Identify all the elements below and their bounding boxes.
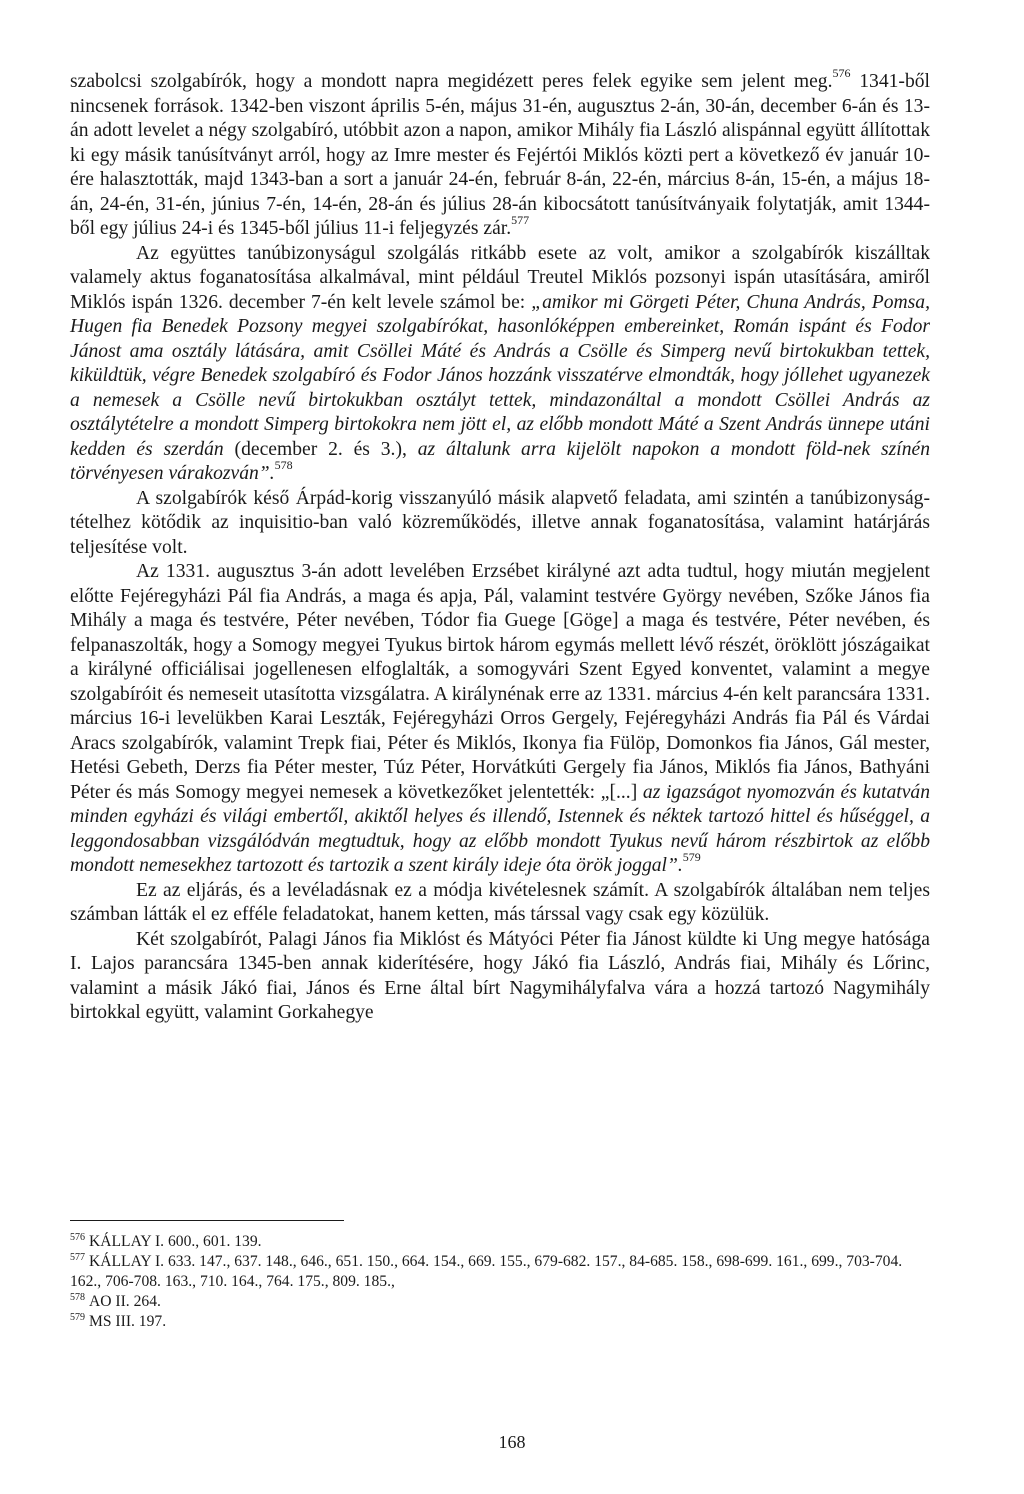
footnote-ref: 576 <box>832 66 851 81</box>
footnote-ref: 577 <box>511 213 530 228</box>
body-text <box>70 66 930 1026</box>
paragraph-text: Az együttes tanúbizonyságul szolgálás ritkább esete az volt, amikor a szolgabírók kiszálltak valamely aktus foganatosítása alkalmával, mint például Treutel Miklós pozsonyi ispán utasítására, amiről Miklós ispán 1326. december 7-én kelt levele számol be: <box>70 242 930 313</box>
footnotes <box>70 1232 930 1332</box>
paragraph-6: Két szolgabírót, Palagi János fia Miklóst és Mátyóci Péter fia Jánost küldte ki Ung megye hatósága I. Lajos parancsára 1345-ben annak kiderítésére, hogy Jákó fia László, András fiai, Mihály és Lőrinc, valamint a másik Jákó fiai, János és Erne által bírt Nagymihályfalva vára a hozzá tartozó Nagymihály birtokkal együtt, valamint Gorkahegye <box>70 928 930 1023</box>
paragraph-text: (december 2. és 3.), <box>223 438 418 460</box>
footnote-number: 579 <box>70 1311 85 1323</box>
footnote <box>70 1232 930 1252</box>
paragraph-5: Ez az eljárás, és a levéladásnak ez a módja kivételesnek számít. A szolgabírók általában nem teljes számban látták el ez efféle feladatokat, hanem ketten, más társsal vagy csak egy közülük. <box>70 879 930 925</box>
footnote-text: AO II. 264. <box>89 1293 161 1310</box>
paragraph-4 <box>70 560 930 879</box>
quotation: „amikor mi Görgeti Péter, Chuna András, Pomsa, Hugen fia Benedek Pozsony megyei szolgabírókat, hasonlóképpen embereinket, Román ispánt és Fodor Jánost ama osztály látására, amit Csöllei Máté és András a Csölle és Simperg nevű birtokukban tettek, kiküldtük, végre Benedek szolgabíró és Fodor János hozzánk visszatérve elmondták, hogy jóllehet ugyanezek a nemesek a Csölle nevű birtokukban osztályt tettek, mindazonáltal a mondott Csöllei András az osztálytételre a mondott Simperg birtokokra nem jött el, az előbb mondott Máté a Szent András ünnepe utáni kedden és szerdán <box>70 291 930 460</box>
footnote <box>70 1292 930 1312</box>
footnote-number: 577 <box>70 1251 85 1263</box>
quotation: az általunk arra kijelölt napokon a mondott föld-nek színén törvényesen várakozván”. <box>70 438 930 484</box>
quotation: az igazságot nyomozván és kutatván minden egyházi és világi embertől, akiktől helyes és illendő, Istennek és néktek tartozó hittel és hűséggel, a leggondosabban vizsgálódván megtudtuk, hogy az előbb mondott Tyukus nevű három részbirtok az előbb mondott nemesekhez tartozott és tartozik a szent király ideje óta örök joggal”. <box>70 781 930 876</box>
footnote-number: 576 <box>70 1231 85 1243</box>
paragraph-2 <box>70 242 930 487</box>
paragraph-text: szabolcsi szolgabírók, hogy a mondott napra megidézett peres felek egyike sem jelent meg. <box>70 71 833 92</box>
paragraph-text: Az 1331. augusztus 3-án adott levelében Erzsébet királyné azt adta tudtul, hogy miután megjelent előtte Fejéregyházi Pál fia András, a maga és apja, Pál, valamint testvére György nevében, Szőke János fia Mihály a maga és testvére, Péter nevében, Tódor fia Guege [Göge] a maga és testvére, Péter nevében, és felpanaszolták, hogy a Somogy megyei Tyukus birtok három egymás mellett lévő részét, öröklött jószágaikat a királyné officiálisai jogellenesen elfoglalták, a somogyvári Szent Egyed konventet, valamint a megye szolgabíróit és nemeseit utasította vizsgálatra. A királynénak erre az 1331. március 4-én kelt parancsára 1331. március 16-i levelükben Karai Leszták, Fejéregyházi Orros Gergely, Fejéregyházi András fia Pál és Várdai Aracs szolgabírók, valamint Trepk fiai, Péter és Miklós, Ikonya fia Fülöp, Domonkos fia János, Gál mester, Hetési Gebeth, Derzs fia Péter mester, Túz Péter, Horvátkúti Gergely fia János, Miklós fia János, Bathyáni Péter és más Somogy megyei nemesek a következőket jelentették: „[...] <box>70 561 930 803</box>
footnote-number: 578 <box>70 1291 85 1303</box>
footnote <box>70 1312 930 1332</box>
paragraph-text: 1341-ből nincsenek források. 1342-ben viszont április 5-én, május 31-én, augusztus 2-án, 30-án, december 6-án és 13-án adott levelet a négy szolgabíró, utóbbit azon a napon, amikor Mihály fia László alispánnal együtt állítottak ki egy másik tanúsítványt arról, hogy az Imre mester és Fejértói Miklós közti pert a következő év január 10-ére halasztották, majd 1343-ban a sort a január 24-én, február 8-án, 22-én, március 8-án, 15-én, a május 18-án, 24-én, 31-én, június 7-én, 14-én, 28-án és július 28-án kibocsátott tanúsítványaik folytatják, amit 1344-ből egy július 24-i és 1345-ből július 11-i feljegyzés zár. <box>70 71 930 239</box>
footnote <box>70 1252 930 1292</box>
page-number: 168 <box>498 1432 526 1452</box>
paragraph-1 <box>70 66 930 242</box>
footnote-text: KÁLLAY I. 633. 147., 637. 148., 646., 651. 150., 664. 154., 669. 155., 679-682. 157., 84-685. 158., 698-699. 161., 699., 703-704. 162., 706-708. 163., 710. 164., 764. 175., 809. 185., <box>70 1253 903 1290</box>
footnote-ref: 579 <box>682 850 701 865</box>
footnote-ref: 578 <box>274 458 293 473</box>
footnote-text: MS III. 197. <box>89 1313 167 1330</box>
paragraph-3: A szolgabírók késő Árpád-korig visszanyúló másik alapvető feladata, ami szintén a tanúbizonyság-tételhez kötődik az inquisitio-ban való közreműködés, illetve annak foganatosítása, valamint határjárás teljesítése volt. <box>70 487 930 558</box>
footnote-separator <box>70 1220 344 1221</box>
footnote-text: KÁLLAY I. 600., 601. 139. <box>89 1233 262 1250</box>
